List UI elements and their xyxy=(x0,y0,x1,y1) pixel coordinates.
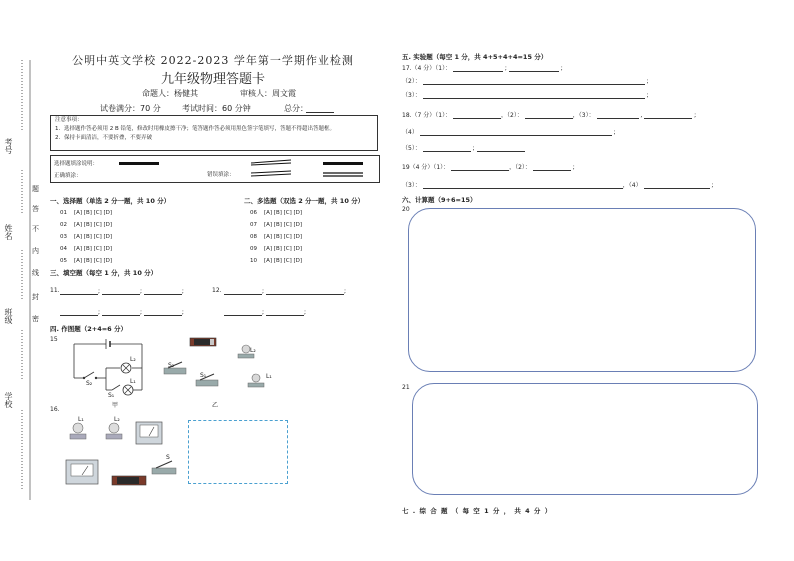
blank[interactable] xyxy=(453,64,503,72)
seal-char: 题 xyxy=(32,185,39,193)
total-score: 总分： xyxy=(284,104,308,113)
full-score: 试卷满分：70 分 xyxy=(100,104,161,113)
blank[interactable] xyxy=(423,181,623,189)
label-s2: S₂ xyxy=(86,380,93,387)
label-s1: S₁ xyxy=(200,372,207,379)
blank[interactable] xyxy=(423,77,645,85)
q17-row3: （3）： ; xyxy=(402,92,649,99)
sample-marks xyxy=(51,156,379,182)
label-l2: L₂ xyxy=(114,416,120,423)
choice-row[interactable]: 03 [A] [B] [C] [D] xyxy=(60,234,113,240)
q18-row3: （5）： ; xyxy=(402,143,525,152)
notice-line: 2．保持卡面清洁，不要折叠，不要弄破 xyxy=(55,135,153,141)
choice-list-single xyxy=(60,207,112,267)
label-l2: L₂ xyxy=(130,356,136,363)
components-yi xyxy=(160,334,280,394)
q17-row2: （2）： ; xyxy=(402,78,649,85)
blank[interactable] xyxy=(525,111,573,119)
seal-char: 线 xyxy=(32,269,39,277)
section7-title: 七 . 综 合 题 （ 每 空 1 分 ， 共 4 分 ） xyxy=(402,507,552,515)
blank[interactable] xyxy=(423,144,471,152)
label-yi: 乙 xyxy=(212,402,219,409)
label-l1: L₁ xyxy=(130,378,136,385)
blank[interactable] xyxy=(453,111,501,119)
choice-row[interactable]: 07 [A] [B] [C] [D] xyxy=(250,222,303,228)
blank[interactable] xyxy=(423,91,645,99)
label-l1: L₁ xyxy=(266,373,272,380)
choice-row[interactable]: 01 [A] [B] [C] [D] xyxy=(60,210,113,216)
q21-answer-box[interactable] xyxy=(412,383,758,495)
choice-row[interactable]: 08 [A] [B] [C] [D] xyxy=(250,234,303,240)
sample-wrong-label: 错误填涂： xyxy=(207,172,235,178)
page-title: 公明中英文学校 2022-2023 学年第一学期作业检测 xyxy=(72,54,354,67)
blank[interactable] xyxy=(477,144,525,152)
seal-char: 内 xyxy=(32,247,39,255)
binding-lines xyxy=(0,0,42,561)
section6-title: 六、计算题（9+6=15） xyxy=(402,196,477,204)
choice-list-multi xyxy=(250,207,302,267)
label-s: S xyxy=(166,454,170,461)
choice-row[interactable]: 05 [A] [B] [C] [D] xyxy=(60,258,113,264)
section4-title: 四. 作图题（2+4=6 分） xyxy=(50,325,127,333)
choice-row[interactable]: 10 [A] [B] [C] [D] xyxy=(250,258,303,264)
binding-strip xyxy=(0,0,42,561)
q19-row1: 19（4 分）（1）： ，（2）： ; xyxy=(402,164,575,171)
q11-blanks[interactable]: ; ; ; xyxy=(60,287,184,295)
q21-label: 21 xyxy=(402,384,410,391)
notice-line: 1．选择题作答必须用 2 B 铅笔，修改时用橡皮擦干净；笔答题作答必须用黑色签字笔填写，答题不得超出答题框。 xyxy=(55,126,336,132)
q16-drawing-area[interactable] xyxy=(188,420,288,484)
blank[interactable] xyxy=(451,163,509,171)
blank[interactable] xyxy=(533,163,571,171)
school-label: 学校 xyxy=(4,392,13,408)
q12-label: 12. xyxy=(212,287,222,294)
q16-components xyxy=(62,414,182,490)
q18-row1: 18.（7 分）（1）： ，（2）： ，（3）： , ; xyxy=(402,112,697,119)
label-jia: 甲 xyxy=(112,402,119,409)
sample-heading: 选择题填涂说明： xyxy=(54,161,99,167)
name-label: 姓名 xyxy=(4,224,13,240)
q20-answer-box[interactable] xyxy=(408,208,756,372)
q16-label: 16. xyxy=(50,406,60,413)
choice-row[interactable]: 06 [A] [B] [C] [D] xyxy=(250,210,303,216)
exam-time: 考试时间：60 分钟 xyxy=(182,104,251,113)
section5-title: 五. 实验题（每空 1 分，共 4+5+4+4=15 分） xyxy=(402,53,548,61)
q19-row2: （3）： ，（4） ; xyxy=(402,182,714,189)
reviewer: 审核人：周文霞 xyxy=(240,89,296,98)
seal-char: 封 xyxy=(32,293,39,301)
q11-label: 11. xyxy=(50,287,60,294)
blank[interactable] xyxy=(644,111,692,119)
q14-blanks[interactable]: ; ; xyxy=(224,308,306,316)
q13-blanks[interactable]: ; ; ; xyxy=(60,308,184,316)
label-s1: S₁ xyxy=(108,392,115,399)
blank[interactable] xyxy=(597,111,639,119)
total-score-blank[interactable] xyxy=(306,112,334,113)
author: 命题人：杨健其 xyxy=(142,89,198,98)
label-s2: S₂ xyxy=(168,362,175,369)
sample-correct-label: 正确填涂： xyxy=(54,173,82,179)
q17-row1: 17.（4 分）（1）： ; ; xyxy=(402,65,563,72)
seal-char: 答 xyxy=(32,205,39,213)
blank[interactable] xyxy=(420,128,612,136)
circuit-diagram-jia xyxy=(66,338,156,400)
section1-title: 一、选择题（单选 2 分一题，共 10 分） xyxy=(50,197,171,205)
q12-blanks[interactable]: ; ; xyxy=(224,287,346,295)
exam-no-label: 考号 xyxy=(4,138,13,154)
page-subtitle: 九年级物理答题卡 xyxy=(160,72,265,87)
seal-char: 密 xyxy=(32,315,39,323)
label-l1: L₁ xyxy=(78,416,84,423)
blank[interactable] xyxy=(644,181,710,189)
label-l2: L₂ xyxy=(250,347,256,354)
q15-label: 15 xyxy=(50,336,58,343)
q20-label: 20 xyxy=(402,206,410,213)
seal-char: 不 xyxy=(32,225,39,233)
fill-sample-box xyxy=(50,155,380,183)
choice-row[interactable]: 02 [A] [B] [C] [D] xyxy=(60,222,113,228)
notice-heading: 注意事项： xyxy=(55,117,83,123)
choice-row[interactable]: 09 [A] [B] [C] [D] xyxy=(250,246,303,252)
section2-title: 二、多选题（双选 2 分一题，共 10 分） xyxy=(244,197,365,205)
section3-title: 三、填空题（每空 1 分，共 10 分） xyxy=(50,269,158,277)
choice-row[interactable]: 04 [A] [B] [C] [D] xyxy=(60,246,113,252)
blank[interactable] xyxy=(509,64,559,72)
notice-box xyxy=(50,115,378,151)
class-label: 班级 xyxy=(4,308,13,324)
q18-row2: （4） ; xyxy=(402,129,616,136)
